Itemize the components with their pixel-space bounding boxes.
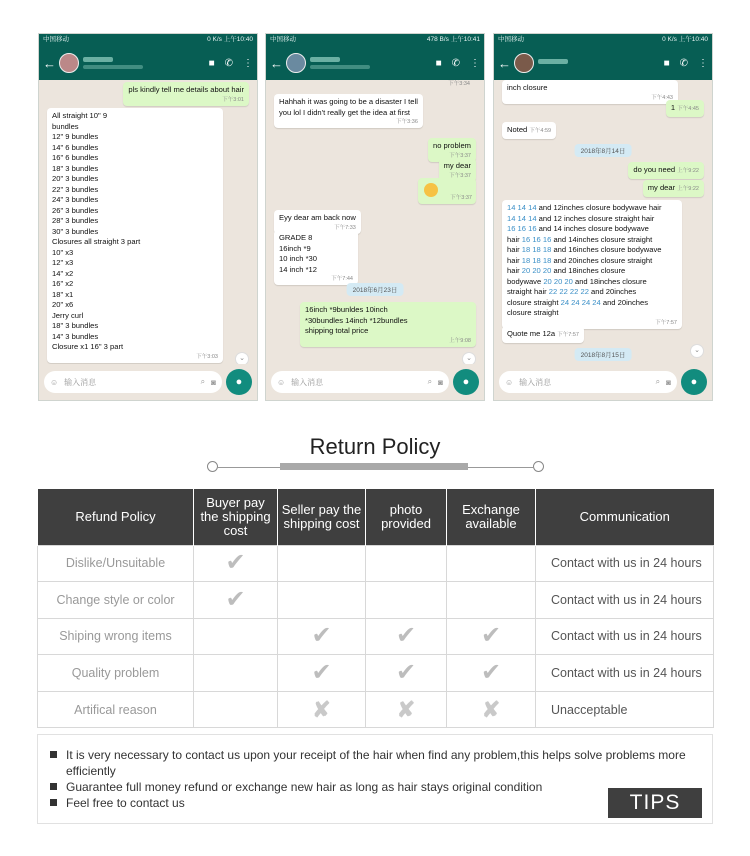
avatar[interactable] [286, 53, 306, 73]
message-bubble: Noted 下午4:59 [502, 122, 556, 139]
date-chip: 2018年6月23日 [347, 283, 404, 296]
carrier: 中国移动 [43, 36, 69, 43]
row-label: Artifical reason [38, 691, 194, 728]
mark-cell [447, 582, 536, 619]
back-arrow-icon[interactable]: ← [43, 55, 56, 71]
mic-icon[interactable]: ● [681, 369, 707, 395]
cross-icon: ✘ [312, 696, 331, 722]
back-arrow-icon[interactable]: ← [498, 55, 511, 71]
chat-area [39, 80, 257, 364]
row-label: Shiping wrong items [38, 618, 194, 655]
chat-screenshot-2 [265, 33, 485, 401]
chat-area [266, 80, 484, 364]
mark-cell [194, 618, 278, 655]
clock: 上午10:40 [223, 36, 253, 43]
column-header: Buyer pay the shipping cost [194, 489, 278, 545]
avatar[interactable] [514, 53, 534, 73]
tip-item: It is very necessary to contact us upon your receipt of the hair when find any problem,this helps solve problems more efficiently [50, 747, 690, 779]
check-icon: ✔ [480, 622, 502, 650]
list-line: hair 16 16 16 and 14inches closure straight [507, 234, 653, 244]
check-icon: ✔ [480, 659, 502, 687]
clock: 上午10:40 [678, 36, 708, 43]
emoji-icon[interactable]: ☺ [50, 377, 59, 387]
decor-circle [533, 461, 544, 472]
message-input[interactable]: ☺ 输入消息 ⌕ ◙ [271, 371, 449, 393]
cross-icon: ✘ [481, 696, 501, 722]
attach-icon[interactable]: ⌕ [655, 377, 661, 386]
list-line: bodywave 20 20 20 and 18inches closure [507, 276, 647, 286]
check-icon: ✔ [395, 622, 417, 650]
camera-icon[interactable]: ◙ [666, 377, 671, 387]
emoji-icon[interactable]: ☺ [505, 377, 514, 387]
more-icon[interactable]: ⋮ [243, 57, 253, 69]
avatar[interactable] [59, 53, 79, 73]
phone-icon[interactable]: ✆ [679, 57, 688, 69]
message-time: 下午3:34 [448, 81, 470, 87]
mic-icon[interactable]: ● [453, 369, 479, 395]
attach-icon[interactable]: ⌕ [427, 377, 433, 386]
mark-cell [447, 655, 536, 692]
message-bubble: 1 下午4:45 [666, 100, 704, 117]
clock: 上午10:41 [450, 36, 480, 43]
message-bubble: Eyy dear am back now 下午7:33 [274, 210, 361, 234]
mark-cell [194, 545, 278, 582]
list-line: hair 18 18 18 and 20inches closure straight [507, 255, 653, 265]
net-speed: 478 B/s [426, 36, 449, 43]
check-icon: ✔ [311, 659, 332, 687]
mark-cell [366, 655, 447, 692]
mark-cell [366, 582, 447, 619]
chat-screenshot-3 [493, 33, 713, 401]
communication-cell: Contact with us in 24 hours [536, 545, 714, 582]
date-chip: 2018年8月14日 [575, 144, 632, 157]
list-line: closure straight [507, 308, 559, 317]
phone-icon[interactable]: ✆ [224, 57, 233, 69]
message-bubble: no problem 下午3:37 [428, 138, 476, 162]
mark-cell [194, 655, 278, 692]
message-bubble: inch closure 下午4:43 [502, 80, 678, 104]
chat-header [39, 46, 257, 80]
mark-cell [366, 545, 447, 582]
list-line: straight hair 22 22 22 22 and 20inches [507, 287, 637, 296]
mark-cell [447, 618, 536, 655]
attach-icon[interactable]: ⌕ [200, 377, 206, 386]
mic-icon[interactable]: ● [226, 369, 252, 395]
scroll-down-icon[interactable]: ⌄ [235, 352, 249, 364]
tip-item: Guarantee full money refund or exchange new hair as long as hair stays original condition [50, 779, 690, 795]
status-bar [266, 34, 484, 46]
mark-cell [278, 655, 366, 692]
scroll-down-icon[interactable]: ⌄ [690, 344, 704, 358]
row-label: Quality problem [38, 655, 194, 692]
status-bar [39, 34, 257, 46]
divider-bar [280, 463, 468, 470]
mark-cell [194, 691, 278, 728]
more-icon[interactable]: ⋮ [698, 57, 708, 69]
check-icon: ✔ [395, 659, 417, 687]
chat-area [494, 80, 712, 364]
video-call-icon[interactable]: ■ [435, 57, 442, 69]
contact-name[interactable] [310, 57, 436, 69]
row-label: Change style or color [38, 582, 194, 619]
check-icon: ✔ [225, 549, 246, 577]
message-bubble: do you need 上午9:22 [628, 162, 704, 179]
emoji-icon[interactable]: ☺ [277, 377, 286, 387]
phone-icon[interactable]: ✆ [451, 57, 460, 69]
list-line: closure straight 24 24 24 24 and 20inches [507, 297, 649, 307]
message-input[interactable]: ☺ 输入消息 ⌕ ◙ [499, 371, 677, 393]
message-bubble: Quote me 12a 下午7:57 [502, 326, 584, 343]
message-bubble: my dear 下午3:37 [439, 158, 476, 182]
mark-cell [278, 691, 366, 728]
check-icon: ✔ [225, 585, 246, 613]
message-bubble: GRADE 8 16inch *9 10 inch *30 14 inch *12 下午7:44 [274, 230, 358, 285]
chat-screenshot-1 [38, 33, 258, 401]
video-call-icon[interactable]: ■ [208, 57, 215, 69]
input-bar [494, 364, 712, 400]
camera-icon[interactable]: ◙ [211, 377, 216, 387]
column-header: photo provided [366, 489, 447, 545]
list-line: 14 14 14 and 12 inches closure straight hair [507, 213, 655, 223]
table-row [38, 691, 714, 728]
communication-cell: Unacceptable [536, 691, 714, 728]
column-header: Communication [536, 489, 714, 545]
contact-name[interactable] [83, 57, 209, 69]
table-row [38, 582, 714, 619]
tip-item: Feel free to contact us [50, 795, 690, 811]
contact-name[interactable] [538, 59, 664, 67]
column-header: Refund Policy [38, 489, 194, 545]
net-speed: 0 K/s [207, 36, 222, 43]
message-input[interactable]: ☺ 输入消息 ⌕ ◙ [44, 371, 222, 393]
net-speed: 0 K/s [662, 36, 677, 43]
table-row [38, 545, 714, 582]
kiss-emoji-icon [424, 183, 438, 197]
message-bubble: Hahhah it was going to be a disaster I tell you lol I didn't really get the idea at first 下午3:36 [274, 94, 423, 128]
more-icon[interactable]: ⋮ [470, 57, 480, 69]
mark-cell [366, 691, 447, 728]
video-call-icon[interactable]: ■ [663, 57, 670, 69]
communication-cell: Contact with us in 24 hours [536, 655, 714, 692]
input-bar [39, 364, 257, 400]
message-bubble: 16inch *9bunldes 10inch *30bundles 14inch *12bundles shipping total price 上午9:08 [300, 302, 476, 347]
list-line: hair 18 18 18 and 16inches closure bodywave [507, 245, 662, 254]
mark-cell [278, 618, 366, 655]
chat-header [266, 46, 484, 80]
mark-cell [447, 691, 536, 728]
column-header: Exchange available [447, 489, 536, 545]
communication-cell: Contact with us in 24 hours [536, 582, 714, 619]
tips-box [37, 734, 713, 824]
mark-cell [278, 582, 366, 619]
mark-cell [278, 545, 366, 582]
input-bar [266, 364, 484, 400]
list-line: 14 14 14 and 12inches closure bodywave hair [507, 203, 662, 212]
column-header: Seller pay the shipping cost [278, 489, 366, 545]
carrier: 中国移动 [498, 36, 524, 43]
camera-icon[interactable]: ◙ [438, 377, 443, 387]
mark-cell [366, 618, 447, 655]
message-bubble: my dear 上午9:22 [643, 180, 704, 197]
communication-cell: Contact with us in 24 hours [536, 618, 714, 655]
message-bubble: All straight 10" 9 bundles 12" 9 bundles 14" 6 bundles 16" 6 bundles 18" 3 bundles 20" 3 bundles 22" 3 bundles 24" 3 bundles 26" 3 bundles 28" 3 bundles 30" 3 bundles Closures all straight 3 part 10" x3 12" x3 14" x2 16" x2 18" x1 20" x6 Jerry curl 18" 3 bundles 14" 3 bundles Closure x1 16" 3 part 下午3:03 [47, 108, 223, 363]
page-title: Return Policy [309, 434, 441, 459]
message-bubble: pls kindly tell me details about hair 下午3:01 [123, 82, 249, 106]
list-line: hair 20 20 20 and 18inches closure [507, 266, 626, 275]
message-bubble: 14 14 14 and 12inches closure bodywave hair 14 14 14 and 12 inches closure straight hair 16 16 16 and 14 inches closure bodywave hair 16 16 16 and 14inches closure straight hair 18 18 18 and 16inches closure bodywave hair 18 18 18 and 20inches closure straight hair 20 20 20 and 18inches closure bodywave 20 20 20 and 18inches closure straight hair 22 22 22 22 and 20inches closure straight 24 24 24 24 and 20inches closure straight 下午7:57 [502, 200, 682, 329]
check-icon: ✔ [311, 622, 332, 650]
table-row [38, 655, 714, 692]
decor-circle [207, 461, 218, 472]
carrier: 中国移动 [270, 36, 296, 43]
cross-icon: ✘ [396, 696, 416, 722]
status-bar [494, 34, 712, 46]
table-row [38, 618, 714, 655]
scroll-down-icon[interactable]: ⌄ [462, 352, 476, 364]
date-chip: 2018年8月15日 [575, 348, 632, 361]
divider [218, 467, 280, 468]
row-label: Dislike/Unsuitable [38, 545, 194, 582]
mark-cell [447, 545, 536, 582]
chat-header [494, 46, 712, 80]
list-line: 16 16 16 and 14 inches closure bodywave [507, 224, 649, 233]
mark-cell [194, 582, 278, 619]
tips-badge: TIPS [608, 788, 702, 818]
return-policy-table [37, 489, 714, 728]
back-arrow-icon[interactable]: ← [270, 55, 283, 71]
divider [468, 467, 533, 468]
emoji-message: 下午3:37 [418, 178, 476, 204]
